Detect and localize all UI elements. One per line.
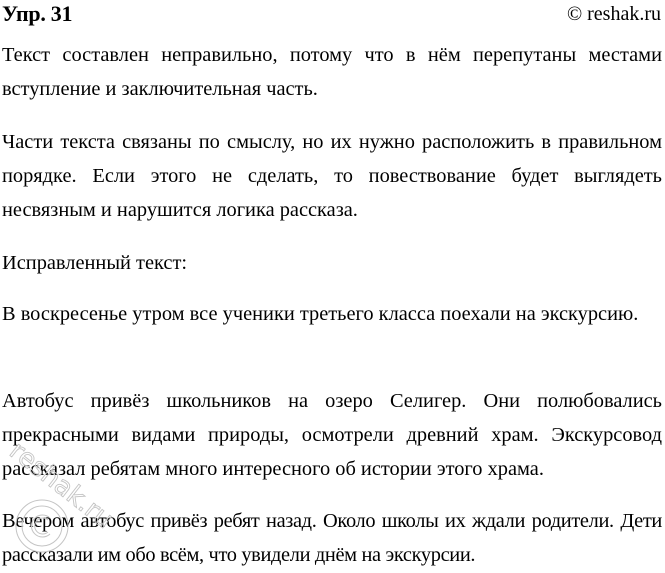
paragraph-reasoning: Части текста связаны по смыслу, но их нужно расположить в правильном порядке. Если этого не сделать, то повествование будет выглядеть несвязным и нарушится логика рассказа. (2, 131, 662, 221)
exercise-title: Упр. 31 (2, 1, 73, 26)
copyright-notice: © reshak.ru (566, 3, 661, 25)
paragraph-corrected-label: Исправленный текст: (2, 252, 188, 274)
svg-text:reshak.ru: reshak.ru (3, 438, 119, 535)
page-header (0, 0, 665, 30)
paragraph-explanation: Текст составлен неправильно, потому что в нём перепутаны местами вступление и заключительная часть. (2, 44, 662, 100)
paragraph-introduction: В воскресенье утром все ученики третьего класса поехали на экскурсию. (2, 303, 639, 325)
paragraph-main-part: Автобус привёз школьников на озеро Селигер. Они полюбовались прекрасными видами природы, осмотрели древний храм. Экскурсовод рассказал ребятам много интересного об истории этого храма. (2, 390, 662, 480)
paragraph-conclusion: Вечером автобус привёз ребят назад. Около школы их ждали родители. Дети рассказали им обо всём, что увидели днём на экскурсии. (2, 510, 662, 566)
